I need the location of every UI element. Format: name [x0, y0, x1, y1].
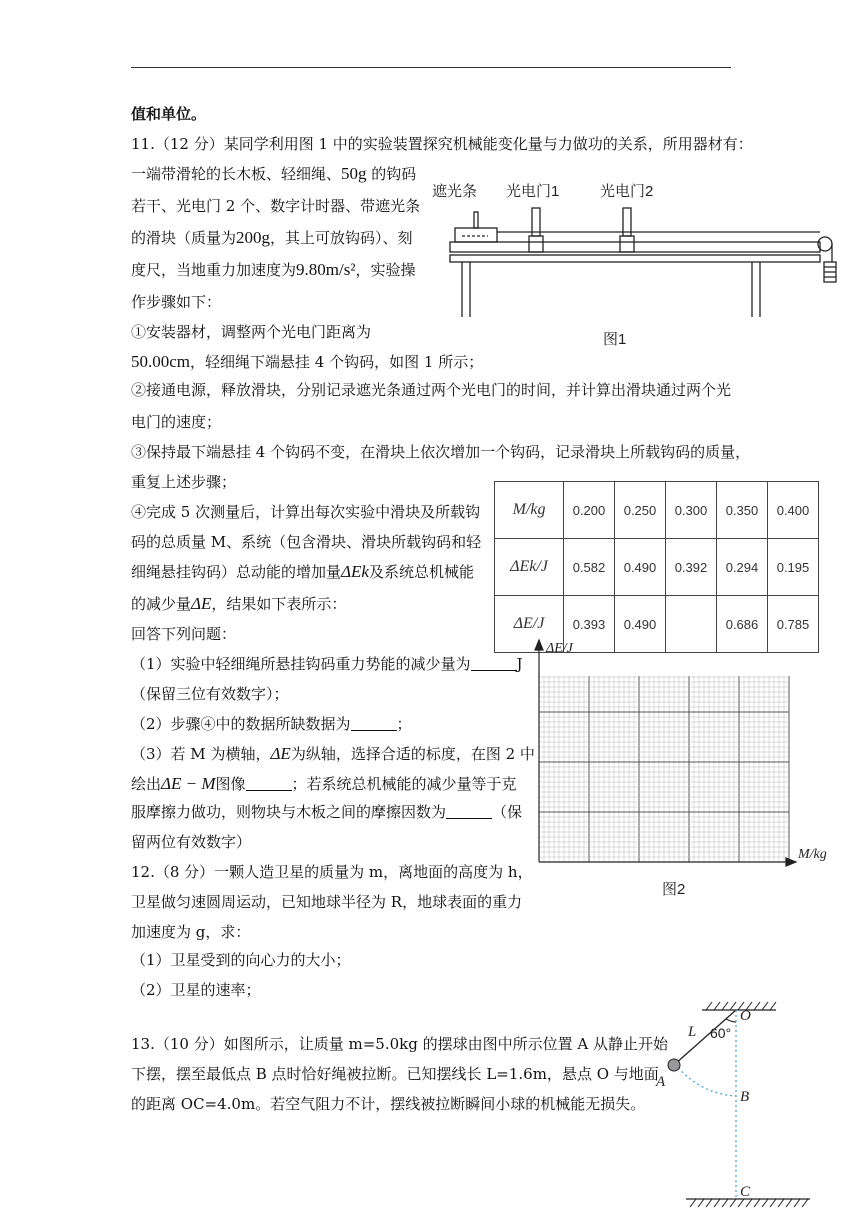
- cell-dek-5: 0.195: [768, 539, 819, 596]
- q11-step3b: 重复上述步骤；: [131, 473, 237, 491]
- label-light-strip: 遮光条: [432, 183, 478, 200]
- q11-step2b: 电门的速度；: [131, 413, 222, 431]
- swing-arc: [675, 1064, 736, 1096]
- answer-blank-1[interactable]: [471, 656, 517, 671]
- x-axis-arrow-icon: [786, 858, 796, 866]
- q11-line1: 一端带滑轮的长木板、轻细绳、50g 的钩码: [131, 164, 417, 183]
- cell-de-5: 0.785: [768, 596, 819, 653]
- slider-block: [455, 228, 497, 242]
- q11-step1b: 50.00cm，轻细绳下端悬挂 4 个钩码，如图 1 所示；: [131, 352, 484, 371]
- data-table: [494, 481, 819, 653]
- q11-sub3a: （3）若 M 为横轴，ΔE为纵轴，选择合适的标度，在图 2 中: [131, 744, 535, 763]
- grid-lines: [539, 676, 789, 862]
- table-row-m: [495, 482, 819, 539]
- table-row-dek: [495, 539, 819, 596]
- figure-1-caption: 图1: [603, 331, 627, 348]
- q11-step4b: 码的总质量 M、系统（包含滑块、滑块所载钩码和轻: [131, 533, 482, 551]
- label-A: A: [656, 1074, 666, 1090]
- q11-sub3c: 服摩擦力做功，则物块与木板之间的摩擦因数为 （保: [131, 803, 523, 821]
- pendulum-ball: [668, 1059, 680, 1071]
- figure-3-pendulum: [650, 996, 820, 1212]
- q11-step2a: ②接通电源，释放滑块，分别记录遮光条通过两个光电门的时间，并计算出滑块通过两个光: [131, 381, 732, 399]
- cell-de-1: 0.393: [564, 596, 615, 653]
- label-angle: 60°: [710, 1025, 732, 1041]
- header-fragment: 值和单位。: [131, 105, 207, 123]
- answer-blank-4[interactable]: [446, 804, 492, 819]
- q12-line3: 加速度为 g，求：: [131, 923, 251, 941]
- q11-title: 11.（12 分）某同学利用图 1 中的实验装置探究机械能变化量与力做功的关系，所用器材有：: [131, 135, 753, 153]
- row-header-dek: ΔEk/J: [495, 539, 564, 596]
- row-header-de: ΔE/J: [495, 596, 564, 653]
- cell-m-2: 0.250: [615, 482, 666, 539]
- q11-line2: 若干、光电门 2 个、数字计时器、带遮光条: [131, 197, 421, 215]
- q11-step4c: 细绳悬挂钩码）总动能的增加量ΔEk及系统总机械能: [131, 562, 474, 581]
- q11-sub1: （1）实验中轻细绳所悬挂钩码重力势能的减少量为 J: [131, 655, 523, 673]
- light-strip: [474, 212, 478, 228]
- cell-dek-4: 0.294: [717, 539, 768, 596]
- q11-step3a: ③保持最下端悬挂 4 个钩码不变，在滑块上依次增加一个钩码，记录滑块上所载钩码的质量，: [131, 443, 751, 461]
- answer-blank-3[interactable]: [246, 776, 292, 791]
- y-axis-label: ΔE/J: [546, 641, 573, 656]
- q11-line4: 度尺，当地重力加速度为9.80m/s²，实验操: [131, 260, 416, 279]
- long-board: [450, 242, 820, 252]
- row-header-m: M/kg: [495, 482, 564, 539]
- cell-m-3: 0.300: [666, 482, 717, 539]
- cell-de-4: 0.686: [717, 596, 768, 653]
- table-top: [450, 255, 820, 262]
- q11-sub2: （2）步骤④中的数据所缺数据为 ；: [131, 715, 412, 733]
- q13-line1: 13.（10 分）如图所示，让质量 m=5.0kg 的摆球由图中所示位置 A 从静止开始: [131, 1035, 668, 1053]
- label-gate-1: 光电门1: [506, 183, 560, 200]
- label-B: B: [740, 1089, 750, 1105]
- q13-line2: 下摆，摆至最低点 B 点时恰好绳被拉断。已知摆线长 L=1.6m，悬点 O 与地面: [131, 1065, 659, 1083]
- q11-sub3d: 留两位有效数字）: [131, 833, 252, 851]
- q11-sub1b: （保留三位有效数字）；: [131, 685, 289, 703]
- cell-dek-2: 0.490: [615, 539, 666, 596]
- q11-line3: 的滑块（质量为200g，其上可放钩码）、刻: [131, 228, 413, 247]
- cell-m-5: 0.400: [768, 482, 819, 539]
- q12-line1: 12.（8 分）一颗人造卫星的质量为 m，离地面的高度为 h，: [131, 863, 533, 881]
- y-axis-arrow-icon: [535, 640, 543, 650]
- figure-2-caption: 图2: [662, 881, 686, 898]
- page-top-rule: [131, 67, 731, 68]
- q11-step1a: ①安装器材，调整两个光电门距离为: [131, 323, 372, 341]
- label-L: L: [688, 1024, 697, 1040]
- cell-de-2: 0.490: [615, 596, 666, 653]
- figure-1-apparatus: [432, 170, 850, 350]
- q11-line5: 作步骤如下：: [131, 293, 222, 311]
- cell-m-1: 0.200: [564, 482, 615, 539]
- q11-answer-intro: 回答下列问题：: [131, 625, 237, 643]
- figure-2-grid: [520, 636, 856, 870]
- q13-line3: 的距离 OC=4.0m。若空气阻力不计，摆线被拉断瞬间小球的机械能无损失。: [131, 1095, 646, 1113]
- answer-blank-2[interactable]: [351, 716, 397, 731]
- label-O: O: [740, 1008, 751, 1024]
- label-C: C: [740, 1184, 751, 1200]
- q12-line2: 卫星做匀速圆周运动，已知地球半径为 R，地球表面的重力: [131, 893, 523, 911]
- q12-sub1: （1）卫星受到的向心力的大小；: [131, 951, 351, 969]
- cell-dek-1: 0.582: [564, 539, 615, 596]
- cell-m-4: 0.350: [717, 482, 768, 539]
- cell-dek-3: 0.392: [666, 539, 717, 596]
- q12-sub2: （2）卫星的速率；: [131, 981, 261, 999]
- x-axis-label: M/kg: [798, 847, 827, 862]
- label-gate-2: 光电门2: [600, 183, 654, 200]
- q11-step4a: ④完成 5 次测量后，计算出每次实验中滑块及所载钩: [131, 503, 481, 521]
- q11-step4d: 的减少量ΔE，结果如下表所示：: [131, 594, 347, 613]
- q11-sub3b: 绘出ΔE − M图像 ；若系统总机械能的减少量等于克: [131, 774, 517, 793]
